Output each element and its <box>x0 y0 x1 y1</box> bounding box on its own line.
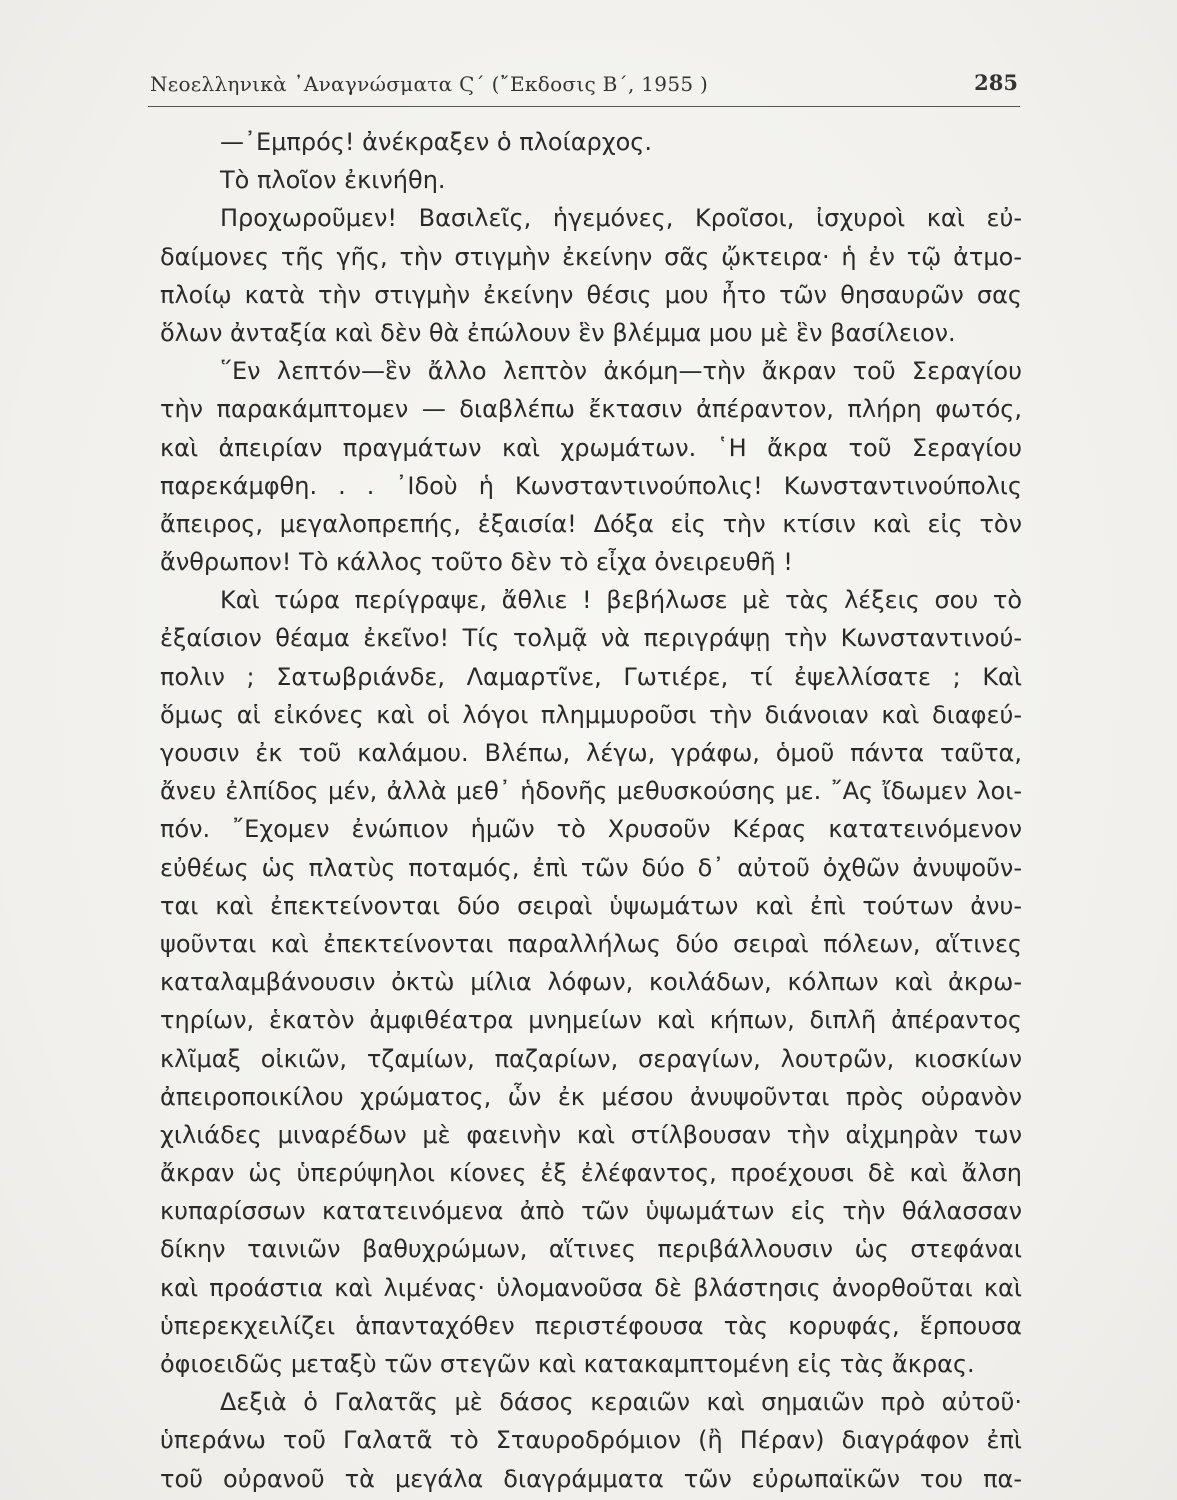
text-line: Τὸ πλοῖον ἐκινήθη. <box>220 166 446 195</box>
text-line: πολιν ; Σατωβριάνδε, Λαμαρτῖνε, Γωτιέρε, τί ἐψελλίσατε ; Καὶ <box>160 662 1022 691</box>
text-line: εὐθέως ὡς πλατὺς ποταμός, ἐπὶ τῶν δύο δ᾿ αὐτοῦ ὀχθῶν ἀνυψοῦν- <box>160 853 1022 882</box>
text-line: ται καὶ ἐπεκτείνονται δύο σειραὶ ὑψωμάτων καὶ ἐπὶ τούτων ἀνυ- <box>160 891 1022 920</box>
text-line: ἄπειρος, μεγαλοπρεπής, ἐξαισία! Δόξα εἰς τὴν κτίσιν καὶ εἰς τὸν <box>160 509 1022 538</box>
text-line: κυπαρίσσων κατατεινόμενα ἀπὸ τῶν ὑψωμάτων εἰς τὴν θάλασσαν <box>160 1197 1022 1226</box>
text-line: δαίμονες τῆς γῆς, τὴν στιγμὴν ἐκείνην σᾶς ᾤκτειρα· ἡ ἐν τῷ ἀτμο- <box>160 242 1022 271</box>
text-line: τοῦ οὐρανοῦ τὰ μεγάλα διαγράμματα τῶν εὐρωπαϊκῶν του πα- <box>160 1464 1022 1493</box>
text-line: ψοῦνται καὶ ἐπεκτείνονται παραλλήλως δύο σειραὶ πόλεων, αἵτινες <box>160 929 1022 958</box>
text-line: δίκην ταινιῶν βαθυχρώμων, αἵτινες περιβάλλουσιν ὡς στεφάναι <box>160 1235 1022 1264</box>
text-line: καὶ προάστια καὶ λιμένας· ὑλομανοῦσα δὲ βλάστησις ἀνορθοῦται καὶ <box>160 1273 1022 1302</box>
text-line: πλοίῳ κατὰ τὴν στιγμὴν ἐκείνην θέσις μου ἦτο τῶν θησαυρῶν σας <box>160 280 1022 309</box>
text-line: ὑπεράνω τοῦ Γαλατᾶ τὸ Σταυροδρόμιον (ἢ Πέραν) διαγράφον ἐπὶ <box>160 1426 1022 1455</box>
text-line: τὴν παρακάμπτομεν — διαβλέπω ἔκτασιν ἀπέραντον, πλήρη φωτός, <box>160 395 1022 424</box>
text-line: παρεκάμφθη. . . ᾿Ιδοὺ ἡ Κωνσταντινούπολις! Κωνσταντινούπολις <box>160 471 1022 500</box>
text-line: καὶ ἀπειρίαν πραγμάτων καὶ χρωμάτων. ῾Η ἄκρα τοῦ Σεραγίου <box>160 433 1022 462</box>
text-line: γουσιν ἐκ τοῦ καλάμου. Βλέπω, λέγω, γράφω, ὁμοῦ πάντα ταῦτα, <box>160 739 1022 767</box>
page-number: 285 <box>974 70 1018 95</box>
text-line: —᾿Εμπρός! ἀνέκραξεν ὁ πλοίαρχος. <box>220 128 653 156</box>
text-line: κλῖμαξ οἰκιῶν, τζαμίων, παζαρίων, σεραγίων, λουτρῶν, κιοσκίων <box>160 1044 1022 1073</box>
text-line: Προχωροῦμεν! Βασιλεῖς, ἡγεμόνες, Κροῖσοι, ἰσχυροὶ καὶ εὐ- <box>220 204 1022 233</box>
text-line: ἐξαίσιον θέαμα ἐκεῖνο! Τίς τολμᾷ νὰ περιγράψῃ τὴν Κωνσταντινού- <box>160 624 1022 653</box>
text-line: ῞Εν λεπτόν—ἓν ἄλλο λεπτὸν ἀκόμη—τὴν ἄκραν τοῦ Σεραγίου <box>220 357 1022 386</box>
text-line: καταλαμβάνουσιν ὀκτὼ μίλια λόφων, κοιλάδων, κόλπων καὶ ἀκρω- <box>160 968 1022 997</box>
text-line: ὀφιοειδῶς μεταξὺ τῶν στεγῶν καὶ κατακαμπτομένη εἰς τὰς ἄκρας. <box>160 1350 975 1378</box>
body-text <box>160 123 1022 1498</box>
text-line: ἀπειροποικίλου χρώματος, ὧν ἐκ μέσου ἀνυψοῦνται πρὸς οὐρανὸν <box>160 1082 1022 1111</box>
text-line: χιλιάδες μιναρέδων μὲ φαεινὴν καὶ στίλβουσαν τὴν αἰχμηρὰν των <box>160 1120 1022 1149</box>
text-line: Καὶ τώρα περίγραψε, ἄθλιε ! βεβήλωσε μὲ τὰς λέξεις σου τὸ <box>220 586 1022 615</box>
text-line: τηρίων, ἑκατὸν ἀμφιθέατρα μνημείων καὶ κήπων, διπλῆ ἀπέραντος <box>160 1006 1022 1035</box>
text-line: ὑπερεκχειλίζει ἁπανταχόθεν περιστέφουσα τὰς κορυφάς, ἕρπουσα <box>160 1311 1022 1340</box>
text-line: ἄνθρωπον! Τὸ κάλλος τοῦτο δὲν τὸ εἶχα ὀνειρευθῆ ! <box>160 548 793 577</box>
text-line: ἄνευ ἐλπίδος μέν, ἀλλὰ μεθ᾿ ἡδονῆς μεθυσκούσης με. ῎Ας ἴδωμεν λοι- <box>160 777 1022 806</box>
text-line: Δεξιὰ ὁ Γαλατᾶς μὲ δάσος κεραιῶν καὶ σημαιῶν πρὸ αὐτοῦ· <box>220 1388 1022 1417</box>
text-line: πόν. ῎Εχομεν ἐνώπιον ἡμῶν τὸ Χρυσοῦν Κέρας κατατεινόμενον <box>160 815 1022 844</box>
header-title: Νεοελληνικὰ ᾿Αναγνώσματα Ϛ΄ (῎Εκδοσις Β΄, 1955 ) <box>150 72 709 96</box>
text-line: ὅμως αἱ εἰκόνες καὶ οἱ λόγοι πλημμυροῦσι τὴν διάνοιαν καὶ διαφεύ- <box>160 700 1022 729</box>
running-header <box>148 66 1020 107</box>
text-line: ἄκραν ὡς ὑπερύψηλοι κίονες ἐξ ἐλέφαντος, προέχουσι δὲ καὶ ἄλση <box>160 1159 1022 1188</box>
text-line: ὅλων ἀνταξία καὶ δὲν θὰ ἐπώλουν ἓν βλέμμα μου μὲ ἓν βασίλειον. <box>160 318 956 347</box>
